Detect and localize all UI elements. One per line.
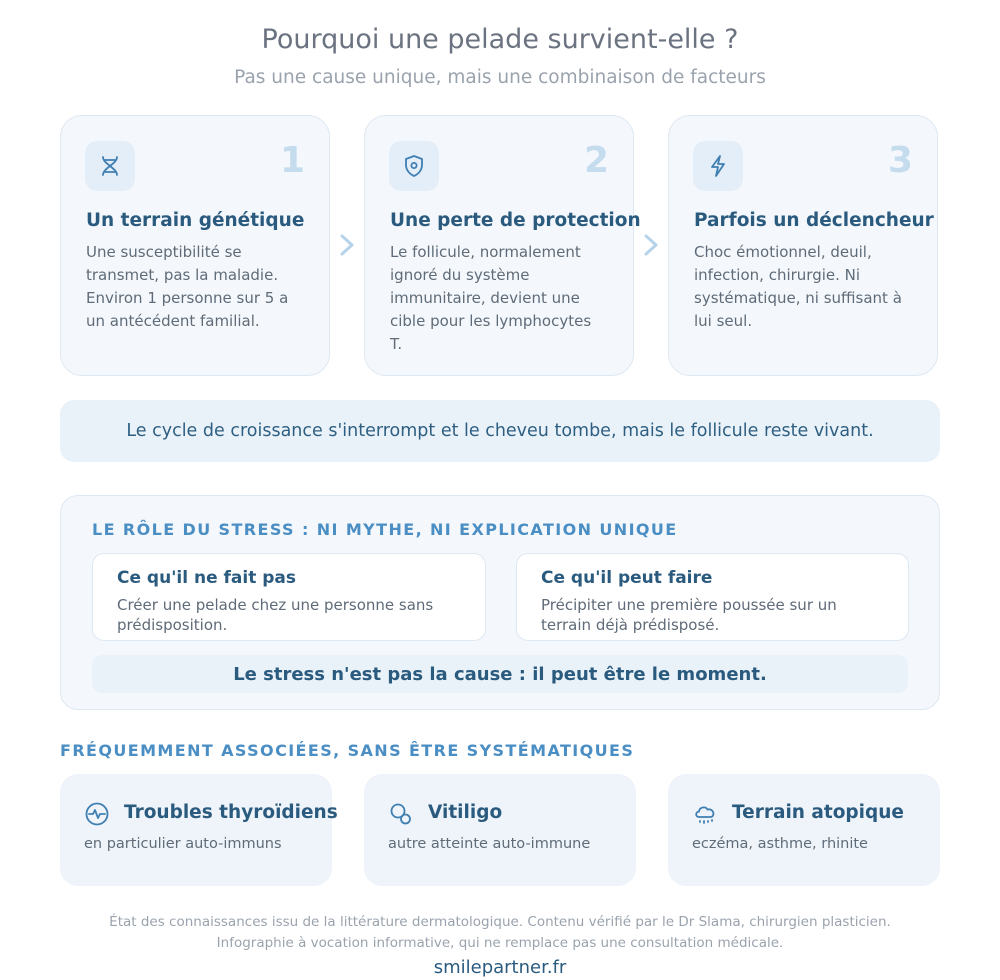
factor-number: 3 bbox=[887, 140, 913, 181]
growth-cycle-banner bbox=[60, 400, 940, 462]
cloud-icon bbox=[692, 801, 718, 827]
stress-can-title: Ce qu'il peut faire bbox=[541, 568, 713, 588]
factor-title: Parfois un déclencheur bbox=[694, 210, 934, 231]
associated-card-vitiligo bbox=[364, 774, 636, 886]
factor-card-trigger bbox=[668, 115, 938, 376]
associated-title: Vitiligo bbox=[428, 802, 503, 823]
associated-title: Terrain atopique bbox=[732, 802, 904, 823]
stress-can-card bbox=[516, 553, 909, 641]
associated-title: Troubles thyroïdiens bbox=[124, 802, 338, 823]
stress-section bbox=[60, 495, 940, 710]
footer-site-link[interactable]: smilepartner.fr bbox=[433, 957, 567, 978]
factor-card-genetic bbox=[60, 115, 330, 376]
footer-disclaimer-line1: État des connaissances issu de la littérature dermatologique. Contenu vérifié par le Dr Slama, chirurgien plasticien. bbox=[109, 914, 891, 930]
factor-card-protection bbox=[364, 115, 641, 376]
chevron-right-icon bbox=[642, 230, 662, 260]
factor-title: Une perte de protection bbox=[390, 210, 641, 231]
factor-number: 1 bbox=[279, 140, 305, 181]
associated-card-thyroid bbox=[60, 774, 338, 886]
chevron-right-icon bbox=[338, 230, 358, 260]
circles-icon bbox=[388, 801, 414, 827]
stress-does-not-card bbox=[92, 553, 486, 641]
factor-title: Un terrain génétique bbox=[86, 210, 305, 231]
factor-text: Choc émotionnel, deuil, infection, chirurgie. Ni systématique, ni suffisant à lui seul. bbox=[694, 243, 902, 330]
factor-text: Le follicule, normalement ignoré du système immunitaire, devient une cible pour les lymphocytes T. bbox=[390, 243, 592, 353]
dna-icon bbox=[85, 141, 135, 191]
associated-text: eczéma, asthme, rhinite bbox=[692, 836, 868, 852]
stress-section-title: LE RÔLE DU STRESS : NI MYTHE, NI EXPLICATION UNIQUE bbox=[92, 520, 678, 539]
page-title: Pourquoi une pelade survient-elle ? bbox=[261, 24, 739, 55]
stress-conclusion-text: Le stress n'est pas la cause : il peut être le moment. bbox=[233, 663, 767, 685]
associated-text: en particulier auto-immuns bbox=[84, 836, 282, 852]
stress-does-not-title: Ce qu'il ne fait pas bbox=[117, 568, 297, 588]
factor-text: Une susceptibilité se transmet, pas la maladie. Environ 1 personne sur 5 a un antécédent familial. bbox=[86, 243, 289, 330]
associated-text: autre atteinte auto-immune bbox=[388, 836, 591, 852]
shield-icon bbox=[389, 141, 439, 191]
lightning-icon bbox=[693, 141, 743, 191]
banner-text: Le cycle de croissance s'interrompt et le cheveu tombe, mais le follicule reste vivant. bbox=[126, 421, 874, 441]
pulse-icon bbox=[84, 801, 110, 827]
page-subtitle: Pas une cause unique, mais une combinaison de facteurs bbox=[234, 67, 766, 88]
factor-number: 2 bbox=[583, 140, 609, 181]
associated-section-title: FRÉQUEMMENT ASSOCIÉES, SANS ÊTRE SYSTÉMATIQUES bbox=[60, 741, 635, 760]
stress-conclusion bbox=[92, 655, 908, 693]
stress-can-text: Précipiter une première poussée sur un terrain déjà prédisposé. bbox=[541, 596, 837, 634]
footer-disclaimer-line2: Infographie à vocation informative, qui ne remplace pas une consultation médicale. bbox=[216, 935, 784, 951]
stress-does-not-text: Créer une pelade chez une personne sans prédisposition. bbox=[117, 596, 434, 634]
associated-card-atopic bbox=[668, 774, 940, 886]
